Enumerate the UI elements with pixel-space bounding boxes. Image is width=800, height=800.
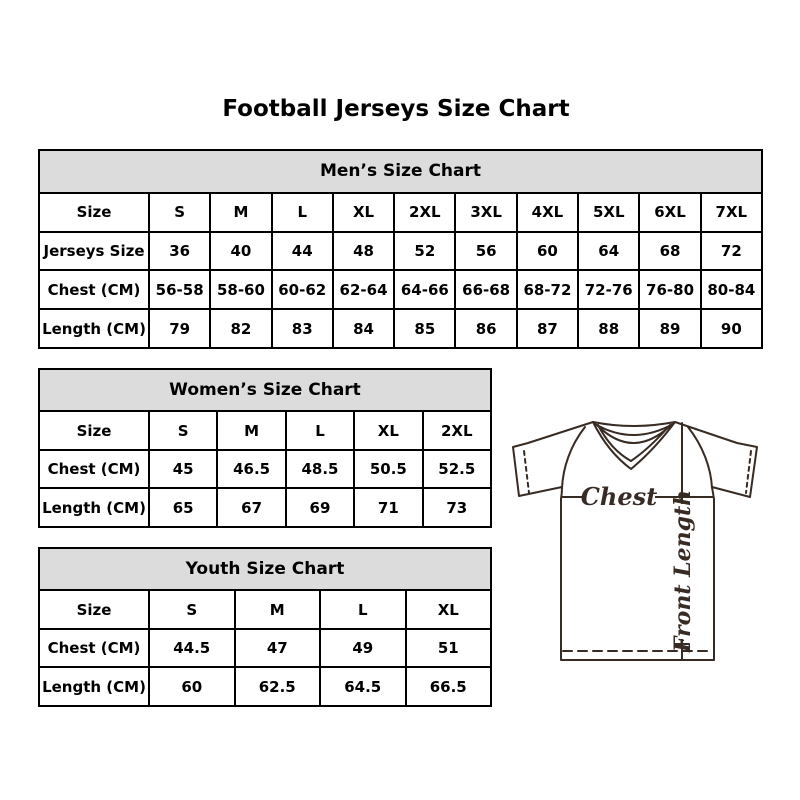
size-cell: S — [149, 193, 210, 232]
size-cell: 62-64 — [333, 270, 394, 309]
size-cell: 62.5 — [235, 667, 321, 706]
size-cell: 68-72 — [517, 270, 578, 309]
size-cell: 51 — [406, 629, 492, 668]
size-cell: 64-66 — [394, 270, 455, 309]
chest-label: Chest — [580, 482, 658, 511]
row-label: Length (CM) — [39, 667, 149, 706]
front-length-label: Front Length — [670, 489, 696, 653]
size-cell: 45 — [149, 450, 217, 489]
size-cell: 50.5 — [354, 450, 422, 489]
row-label: Size — [39, 590, 149, 629]
size-cell: 7XL — [701, 193, 762, 232]
size-cell: 72 — [701, 232, 762, 271]
jersey-diagram — [505, 408, 775, 666]
size-cell: 60-62 — [272, 270, 333, 309]
size-table — [38, 368, 492, 528]
size-cell: 6XL — [639, 193, 700, 232]
size-cell: 56 — [455, 232, 516, 271]
size-cell: 71 — [354, 488, 422, 527]
size-cell: 40 — [210, 232, 271, 271]
size-cell: 66-68 — [455, 270, 516, 309]
size-cell: 3XL — [455, 193, 516, 232]
size-cell: M — [217, 411, 285, 450]
cuff-dash-right — [746, 451, 751, 493]
row-label: Length (CM) — [39, 488, 149, 527]
size-cell: 60 — [149, 667, 235, 706]
size-cell: 36 — [149, 232, 210, 271]
size-cell: 2XL — [394, 193, 455, 232]
sleeve-seam-right — [688, 427, 712, 488]
size-cell: 52 — [394, 232, 455, 271]
size-cell: XL — [354, 411, 422, 450]
size-cell: M — [235, 590, 321, 629]
size-cell: 68 — [639, 232, 700, 271]
size-cell: 76-80 — [639, 270, 700, 309]
size-cell: 46.5 — [217, 450, 285, 489]
size-cell: 2XL — [423, 411, 491, 450]
womens-size-chart-table — [38, 368, 492, 528]
size-cell: 79 — [149, 309, 210, 348]
size-cell: 47 — [235, 629, 321, 668]
size-cell: S — [149, 590, 235, 629]
size-cell: 69 — [286, 488, 354, 527]
size-cell: 4XL — [517, 193, 578, 232]
sleeve-seam-left — [562, 427, 585, 488]
row-label: Size — [39, 411, 149, 450]
mens-size-chart-table — [38, 149, 763, 349]
size-cell: 84 — [333, 309, 394, 348]
size-cell: 44 — [272, 232, 333, 271]
collar-top-line — [593, 422, 675, 426]
size-cell: M — [210, 193, 271, 232]
size-cell: 49 — [320, 629, 406, 668]
size-cell: 80-84 — [701, 270, 762, 309]
row-label: Chest (CM) — [39, 450, 149, 489]
size-cell: 60 — [517, 232, 578, 271]
size-cell: 52.5 — [423, 450, 491, 489]
size-cell: 89 — [639, 309, 700, 348]
row-label: Chest (CM) — [39, 270, 149, 309]
size-cell: XL — [333, 193, 394, 232]
size-cell: XL — [406, 590, 492, 629]
size-cell: 73 — [423, 488, 491, 527]
size-table — [38, 547, 492, 707]
cuff-dash-left — [524, 451, 529, 493]
size-cell: 58-60 — [210, 270, 271, 309]
size-cell: 82 — [210, 309, 271, 348]
youth-size-chart-table — [38, 547, 492, 707]
size-cell: 88 — [578, 309, 639, 348]
size-cell: S — [149, 411, 217, 450]
size-cell: 65 — [149, 488, 217, 527]
size-cell: 83 — [272, 309, 333, 348]
size-cell: 56-58 — [149, 270, 210, 309]
table-title: Women’s Size Chart — [39, 369, 491, 411]
size-cell: L — [286, 411, 354, 450]
size-table — [38, 149, 763, 349]
size-cell: 48 — [333, 232, 394, 271]
size-cell: 86 — [455, 309, 516, 348]
size-cell: 72-76 — [578, 270, 639, 309]
size-cell: 85 — [394, 309, 455, 348]
page-title: Football Jerseys Size Chart — [222, 96, 570, 122]
size-cell: 87 — [517, 309, 578, 348]
size-cell: 90 — [701, 309, 762, 348]
row-label: Size — [39, 193, 149, 232]
size-cell: 48.5 — [286, 450, 354, 489]
table-title: Youth Size Chart — [39, 548, 491, 590]
size-cell: L — [320, 590, 406, 629]
size-cell: 5XL — [578, 193, 639, 232]
table-title: Men’s Size Chart — [39, 150, 762, 193]
size-cell: L — [272, 193, 333, 232]
row-label: Jerseys Size — [39, 232, 149, 271]
size-cell: 44.5 — [149, 629, 235, 668]
size-cell: 66.5 — [406, 667, 492, 706]
size-cell: 67 — [217, 488, 285, 527]
row-label: Length (CM) — [39, 309, 149, 348]
size-cell: 64 — [578, 232, 639, 271]
row-label: Chest (CM) — [39, 629, 149, 668]
size-cell: 64.5 — [320, 667, 406, 706]
